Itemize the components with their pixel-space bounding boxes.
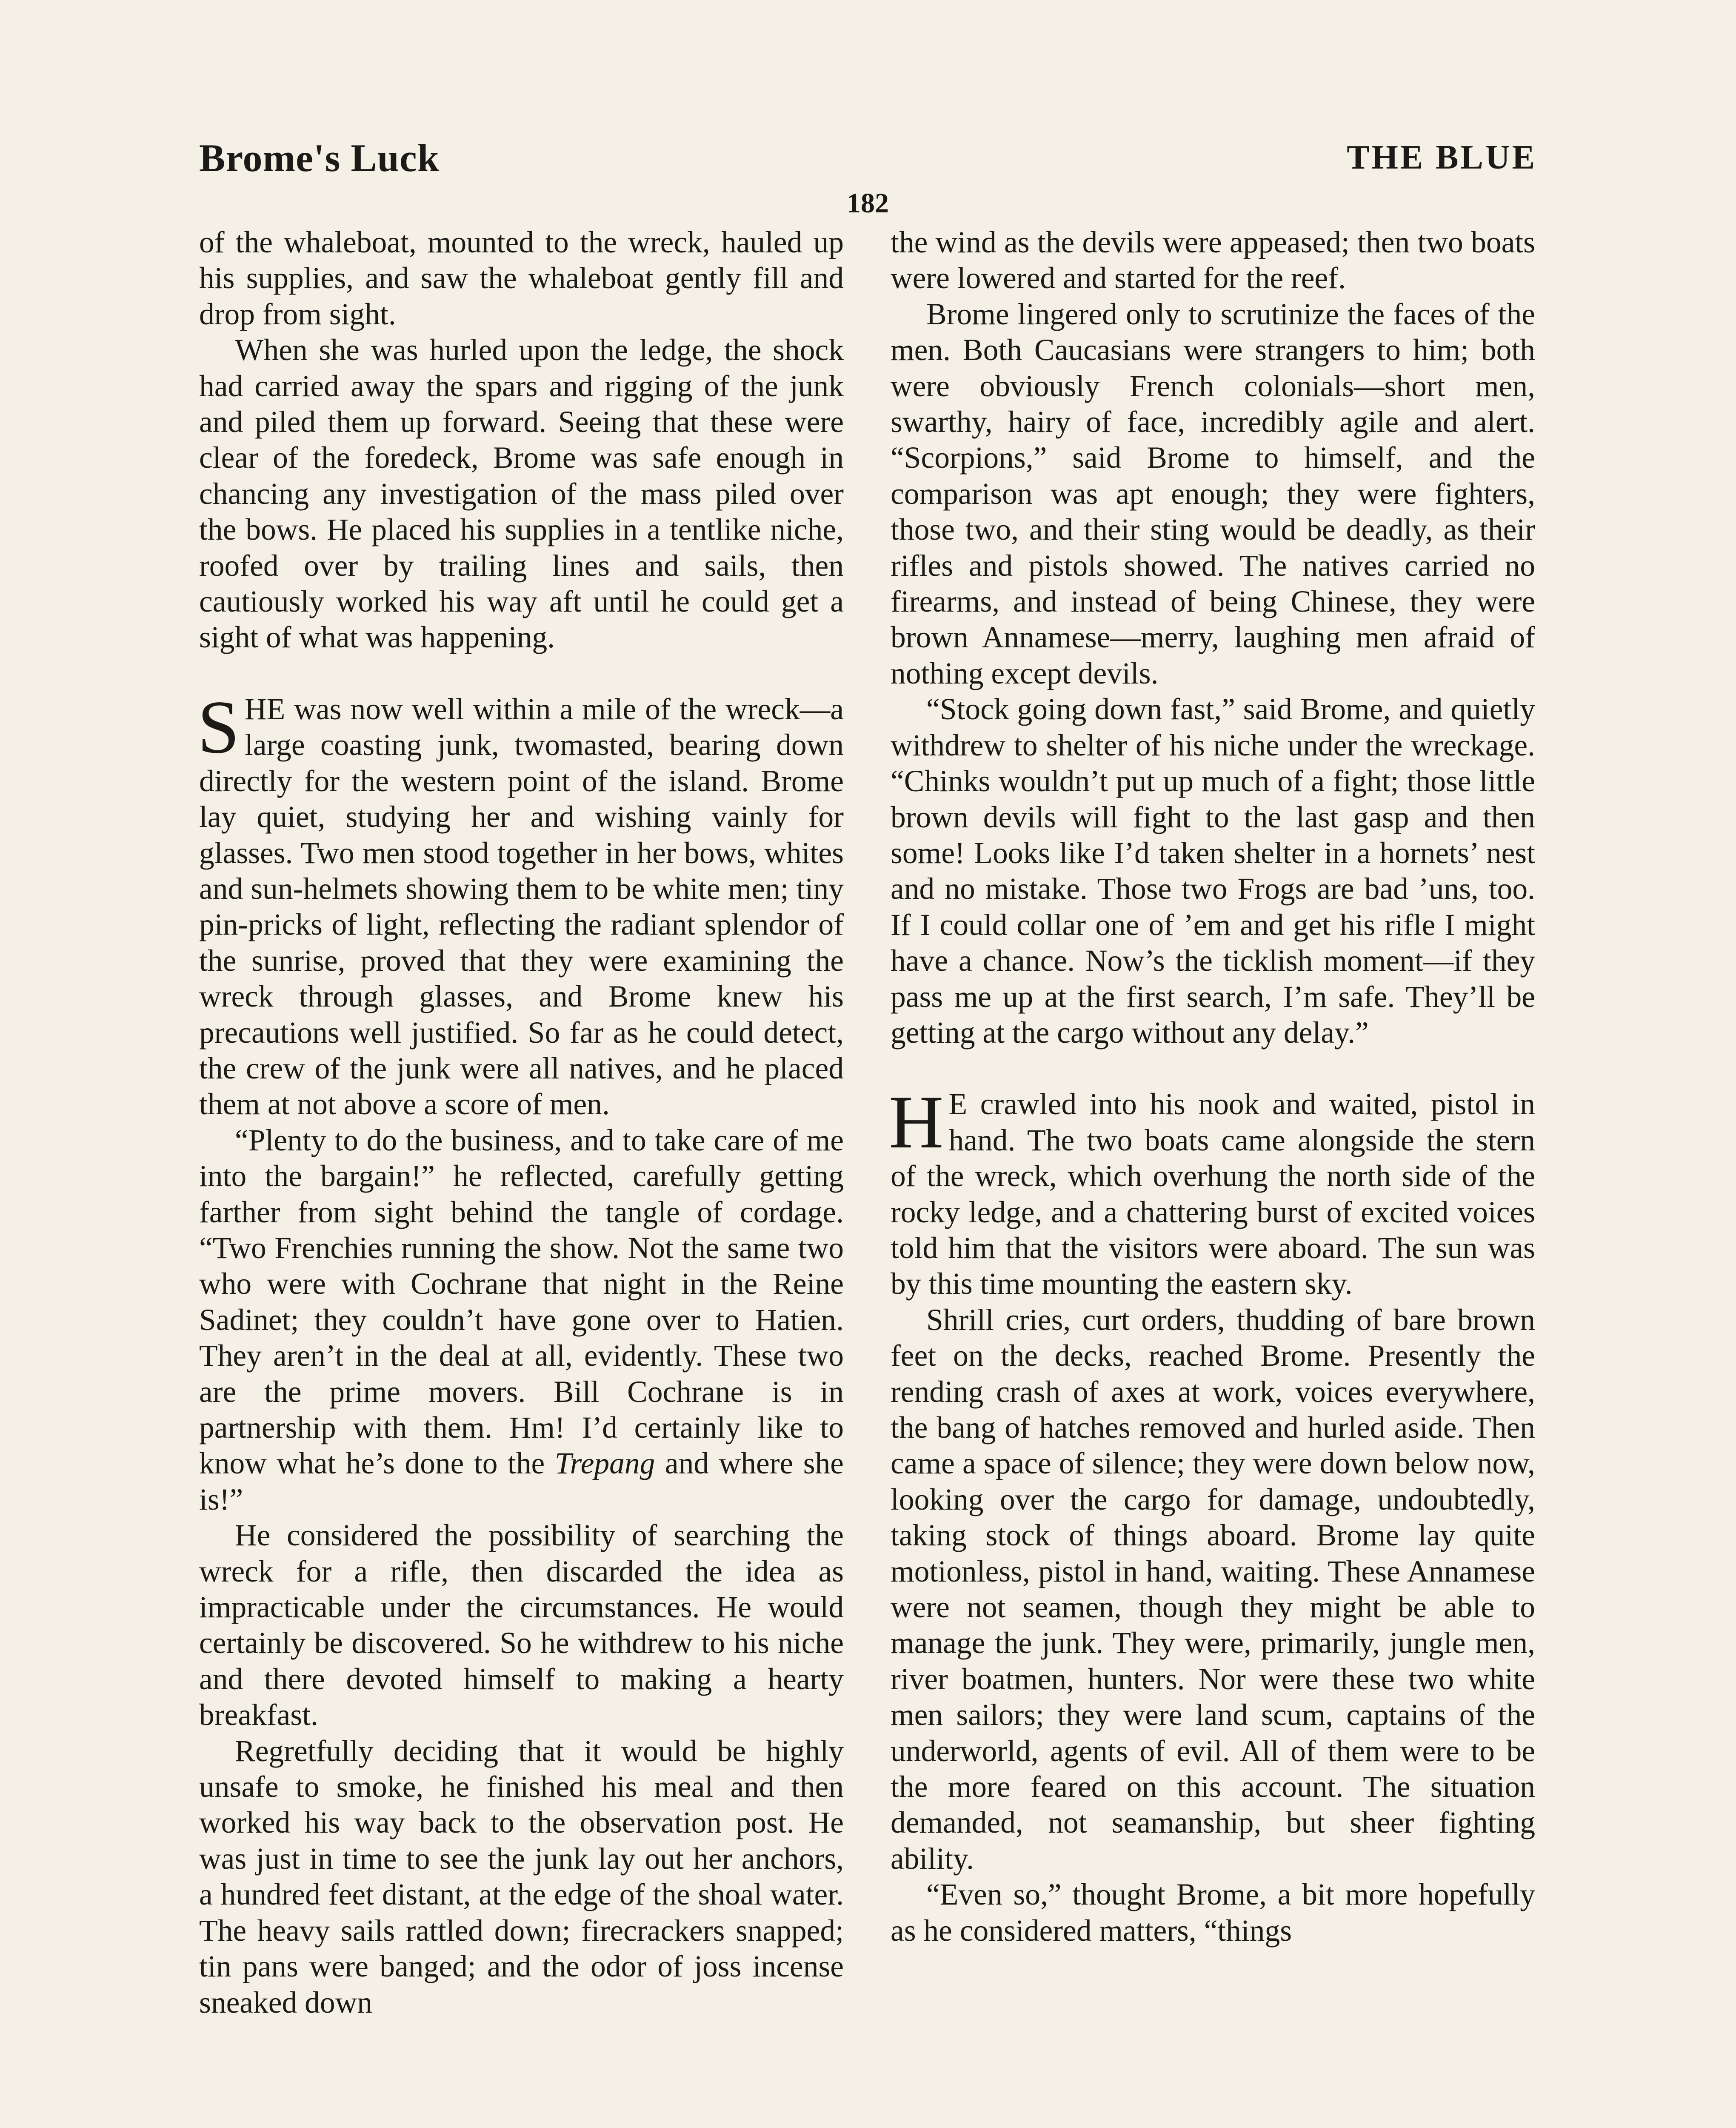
paragraph-dropcap [889,1080,1535,1302]
paragraph: of the whaleboat, mounted to the wreck, hauled up his supplies, and saw the whaleboat gently fill and drop from sight. [199,226,844,331]
paragraph: Shrill cries, curt orders, thudding of bare brown feet on the decks, reached Brome. Presently the rending crash of axes at work, voices everywhere, the bang of hatches removed and hurled aside. Then came a space of silence; they were down below now, looking over the cargo for damage, undoubtedly, taking stock of things aboard. Brome lay quite motionless, pistol in hand, waiting. These Annamese were not seamen, though they might be able to manage the junk. They were, primarily, jungle men, river boatmen, hunters. Nor were these two white men sailors; they were land scum, captains of the underworld, agents of evil. All of them were to be the more feared on this account. The situation demanded, not seamanship, but sheer fighting ability. [891,1303,1535,1876]
left-column [199,225,844,2021]
paragraph [199,1123,844,1518]
drop-cap: S [197,684,240,769]
paragraph: the wind as the devils were appeased; then two boats were lowered and started for the reef. [891,226,1535,295]
paragraph-text: and where she is!” [199,1447,844,1516]
page-number: 182 [847,188,889,219]
paragraph-dropcap [197,684,844,1123]
paragraph: Regretfully deciding that it would be highly unsafe to smoke, he finished his meal and then worked his way back to the observation post. He was just in time to see the junk lay out her anchors, a hundred feet distant, at the edge of the shoal water. The heavy sails rattled down; firecrackers snapped; tin pans were banged; and the odor of joss incense sneaked down [199,1734,844,2019]
paragraph: Brome lingered only to scrutinize the faces of the men. Both Caucasians were strangers to him; both were obviously French colonials—short men, swarthy, hairy of face, incredibly agile and alert. “Scorpions,” said Brome to himself, and the comparison was apt enough; they were fighters, those two, and their sting would be deadly, as their rifles and pistols showed. The natives carried no firearms, and instead of being Chinese, they were brown Annamese—merry, laughing men afraid of nothing except devils. [891,297,1535,690]
story-title: Brome's Luck [199,136,440,180]
right-column [891,225,1535,1949]
paragraph: He considered the possibility of searching the wreck for a rifle, then discarded the idea as impracticable under the circumstances. He would certainly be discovered. So he withdrew to his niche and there devoted himself to making a hearty breakfast. [199,1519,844,1732]
paragraph: When she was hurled upon the ledge, the shock had carried away the spars and rigging of the junk and piled them up forward. Seeing that these were clear of the foredeck, Brome was safe enough in chancing any investigation of the mass piled over the bows. He placed his supplies in a tentlike niche, roofed over by trailing lines and sails, then cautiously worked his way aft until he could get a sight of what was happening. [199,333,844,655]
magazine-name: THE BLUE [1347,139,1537,176]
drop-cap: H [889,1080,944,1164]
ship-name: Trepang [554,1447,655,1481]
paragraph-text: “Plenty to do the business, and to take care of me into the bargain!” he reflected, carefully getting farther from sight behind the tangle of cordage. “Two Frenchies running the show. Not the same two who were with Cochrane that night in the Reine Sadinet; they couldn’t have gone over to Hatien. They aren’t in the deal at all, evidently. These two are the prime movers. Bill Cochrane is in partnership with them. Hm! I’d certainly like to know what he’s done to the [199,1123,844,1481]
paragraph: “Stock going down fast,” said Brome, and quietly withdrew to shelter of his niche under the wreckage. “Chinks wouldn’t put up much of a fight; those little brown devils will fight to the last gasp and then some! Looks like I’d taken shelter in a hornets’ nest and no mistake. Those two Frogs are bad ’uns, too. If I could collar one of ’em and get his rifle I might have a chance. Now’s the ticklish moment—if they pass me up at the first search, I’m safe. They’ll be getting at the cargo without any delay.” [891,692,1535,1050]
paragraph-text: E crawled into his nook and waited, pistol in hand. The two boats came alongside the stern of the wreck, which overhung the north side of the rocky ledge, and a chattering burst of excited voices told him that the visitors were aboard. The sun was by this time mounting the eastern sky. [891,1087,1535,1301]
paragraph: “Even so,” thought Brome, a bit more hopefully as he considered matters, “things [891,1878,1535,1948]
paragraph-text: HE was now well within a mile of the wreck—a large coasting junk, twomasted, bearing down directly for the western point of the island. Brome lay quiet, studying her and wishing vainly for glasses. Two men stood together in her bows, whites and sun-helmets showing them to be white men; tiny pin-pricks of light, reflecting the radiant splendor of the sunrise, proved that they were examining the wreck through glasses, and Brome knew his precautions well justified. So far as he could detect, the crew of the junk were all natives, and he placed them at not above a score of men. [199,692,844,1121]
